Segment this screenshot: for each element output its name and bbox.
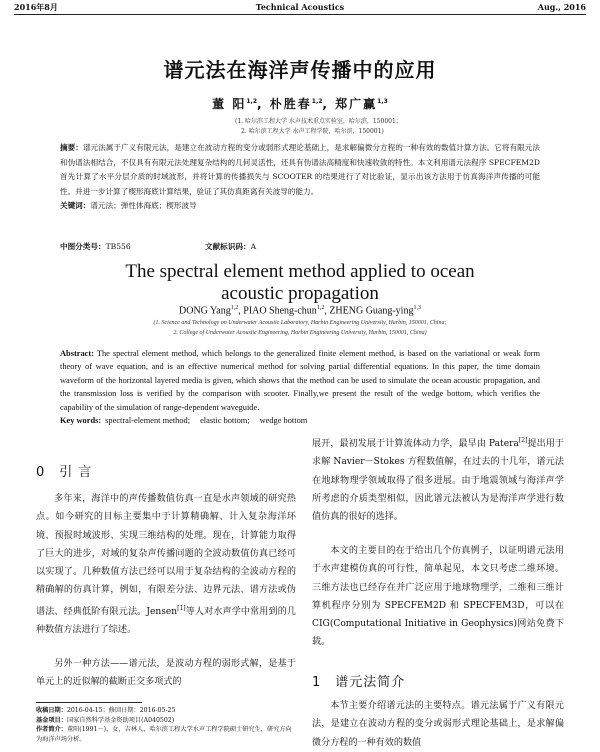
patera-lead: 展开，最初发展于计算流体动力学，最早由 Patera <box>312 439 519 450</box>
right-paragraph-2: 本文的主要目的在于给出几个仿真例子，以证明谱元法用于水声建模仿真的可行性，简单起见，本文只考虑二维环境。三维方法也已经存在并广泛应用于地球物理学，二维和三维计算机程序分别为 SPECFEM2D 和 SPECFEM3D，可以在 CIG(Computational Initiative in Geophysics)网站免费下载。 <box>312 546 564 648</box>
author-bio-label: 作者简介： <box>36 726 67 733</box>
section-title: 引 言 <box>59 465 93 480</box>
author-name: ZHENG Guang-ying <box>329 305 414 317</box>
chinese-keywords-label: 关键词： <box>60 201 91 210</box>
chinese-affiliation-1: (1. 哈尔滨工程大学 水声技术重点实验室，哈尔滨，150001； <box>235 118 402 125</box>
author-affiliation-mark: 1,2 <box>230 305 239 311</box>
footnote-rule <box>36 702 142 703</box>
right-paragraph-1 <box>312 432 564 527</box>
english-affiliation-1: (1. Science and Technology on Underwater Acoustic Laboratory, Harbin Engineering University, Harbin, 150001, China; <box>153 320 447 326</box>
author-affiliation-mark: 1,2 <box>316 305 325 311</box>
citation-patera: [2] <box>518 437 528 444</box>
chinese-abstract <box>60 141 540 214</box>
author-name: 朴胜春 <box>269 97 312 111</box>
author-bio: 董阳(1991－)，女，吉林人，哈尔滨工程大学水声工程学院硕士研究生，研究方向为海洋声场分析。 <box>36 726 292 743</box>
english-abstract <box>60 347 540 414</box>
fund-label: 基金项目： <box>36 716 67 724</box>
chinese-affiliation-2: 2. 哈尔滨工程大学 水声工程学院，哈尔滨，150001) <box>241 128 384 135</box>
author-affiliation-mark: 1,3 <box>377 98 388 105</box>
section-title: 谱元法简介 <box>335 675 406 690</box>
keyword: wedge bottom <box>259 416 308 425</box>
section-heading-introduction <box>36 461 92 480</box>
english-title: The spectral element method applied to ocean acoustic propagation <box>125 261 475 304</box>
document-code-label: 文献标识码： <box>205 242 251 251</box>
header-journal: Technical Acoustics <box>255 2 345 12</box>
english-keywords-label: Key words: <box>60 416 102 425</box>
keyword: elastic bottom; <box>200 416 250 425</box>
chinese-keywords: 谱元法；弹性体海底；楔形波导 <box>90 201 197 210</box>
author-name: DONG Yang <box>179 305 231 317</box>
chinese-title: 谱元法在海洋声传播中的应用 <box>163 58 437 82</box>
section-number: 0 <box>36 465 46 480</box>
document-code <box>205 241 256 252</box>
keyword: spectral-element method; <box>105 416 191 425</box>
clc-number <box>60 241 131 252</box>
english-keywords <box>60 416 307 425</box>
author-name: 董 阳 <box>212 97 247 111</box>
received-dates: 2016-04-15；修回日期：2016-05-25 <box>66 707 176 714</box>
english-abstract-text: The spectral element method, which belongs to the generalized finite element method, is based on the variational or weak form theory of wave equation, and is an effective numerical method for solving partial differential equations. In this paper, the time domain waveform of the horizontal layered media is given, which shows that the method can be used to simulate the ocean acoustic propagation, and the transmission loss is verified by the comparison with scooter. Finally,we present the result of the wedge bottom, which verifies the capability of the simulation of range-dependent waveguide. <box>60 349 540 412</box>
fund-text: 国家自然科学基金资助项目(A040502) <box>66 716 175 724</box>
header-date: 2016年8月 <box>14 2 58 12</box>
author-name: 郑广赢 <box>335 97 378 111</box>
section-number: 1 <box>312 675 322 690</box>
jensen-text: 等人对水声学中常用到的几种数值方法进行了综述。 <box>36 606 296 636</box>
citation-jensen: [1] <box>177 604 186 612</box>
intro-paragraph-1 <box>36 490 296 639</box>
author-affiliation-mark: 1,3 <box>413 305 421 311</box>
patera-rest: 提出用于求解 Navier－Stokes 方程数值解，在过去的十几年，谱元法在地球物理学领域取得了很多进展。由于地震领域与海洋声学所考虑的介质类型相似，因此谱元法被认为是海洋声学进行数值仿真的很好的选择。 <box>312 439 564 523</box>
jensen-name: Jensen <box>146 606 178 617</box>
intro-paragraph-text: 多年来，海洋中的声传播数值仿真一直是水声领域的研究热点。如今研究的目标主要集中于计算精确解、计入复杂海洋环境、预报时域波形、实现三维结构的处理。现在，计算能力取得了巨大的进步，对域的复杂声传播问题的全波动数值仿真已经可以实现了。几种数值方法已经可以用于复杂结构的全波动方程的精确解的仿真计算，例如，有限差分法、边界元法、谱方法或伪谱法、经典低阶有限元法。 <box>36 494 296 617</box>
clc-label: 中图分类号： <box>60 242 106 251</box>
header-rule <box>14 14 586 15</box>
document-code-value: A <box>250 242 257 251</box>
received-label: 收稿日期： <box>36 707 67 714</box>
english-affiliation-2: 2. College of Underwater Acoustic Engineering, Harbin Engineering University, Harbin, 150001, China) <box>173 330 427 336</box>
intro-paragraph-2: 另外一种方法——谱元法，是波动方程的弱形式解，是基于单元上的近似解的截断正交多项式的 <box>36 659 296 688</box>
running-header <box>0 0 600 16</box>
footnote <box>36 706 296 744</box>
clc-value: TB556 <box>105 242 131 251</box>
chinese-abstract-label: 摘要： <box>60 143 83 152</box>
section-heading-spectral-element <box>312 671 405 690</box>
author-name: PIAO Sheng-chun <box>243 305 317 317</box>
chinese-abstract-text: 谱元法属于广义有限元法，是建立在波动方程的变分或弱形式理论基础上，是求解偏微分方程的一种有效的数值计算方法。它将有限元法和伪谱法相结合，不仅具有有限元法处理复杂结构的几何灵活性，还具有伪谱法高精度和快速收敛的特性。本文利用谱元法程序 SPECFEM2D 首先计算了水平分层介质的时域波形，并将计算的传播损失与 SCOOTER 的结果进行了对比验证，显示出该方法用于仿真海洋声传播的可能性。并进一步计算了楔形海底计算结果，验证了其仿真距离有关波导的能力。 <box>60 143 540 196</box>
section1-paragraph: 本节主要介绍谱元法的主要特点。谱元法属于广义有限元法，是建立在波动方程的变分或弱形式理论基础上，是求解偏微分方程的一种有效的数值 <box>312 701 564 748</box>
author-affiliation-mark: 1,2 <box>246 98 257 105</box>
chinese-authors: 董 阳$^{1,2}$, 朴胜春$^{1,2}$, 郑广赢$^{1,3}$ <box>212 97 388 111</box>
header-issue-date: Aug., 2016 <box>537 2 586 12</box>
author-affiliation-mark: 1,2 <box>311 98 323 105</box>
english-authors: DONG Yang$^{1,2}$, PIAO Sheng-chun$^{1,2}$, ZHENG Guang-ying$^{1,3}$ <box>179 305 421 317</box>
english-abstract-label: Abstract: <box>60 349 94 358</box>
